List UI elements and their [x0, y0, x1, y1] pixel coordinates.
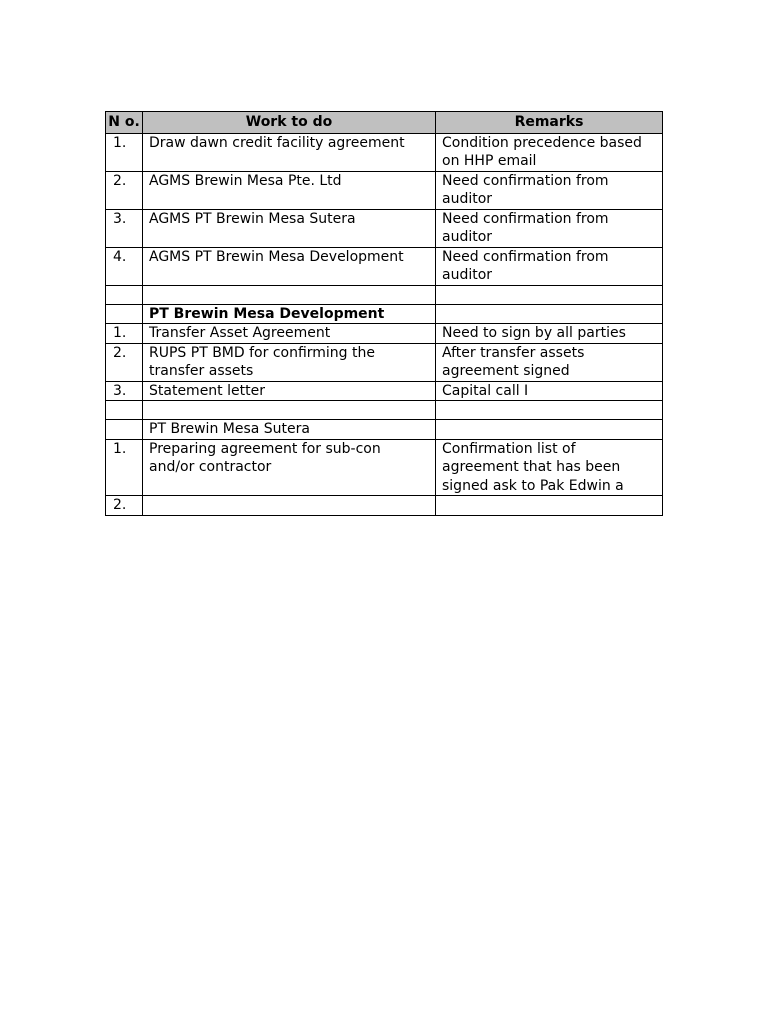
row-work: AGMS Brewin Mesa Pte. Ltd [143, 171, 436, 209]
row-work: AGMS PT Brewin Mesa Sutera [143, 209, 436, 247]
table-row [106, 171, 663, 209]
section-heading-row [106, 420, 663, 440]
row-work [143, 496, 436, 516]
header-no: N o. [106, 112, 143, 134]
row-work: AGMS PT Brewin Mesa Development [143, 247, 436, 285]
row-number [106, 420, 143, 440]
row-work: Statement letter [143, 381, 436, 401]
table-row-empty [106, 285, 663, 304]
header-remarks: Remarks [436, 112, 663, 134]
row-remarks [436, 285, 663, 304]
table-row [106, 324, 663, 344]
table-row [106, 381, 663, 401]
row-remarks: Capital call I [436, 381, 663, 401]
section-heading-row [106, 304, 663, 324]
section-heading: PT Brewin Mesa Development [143, 304, 436, 324]
row-number: 1. [106, 133, 143, 171]
work-table [105, 111, 663, 516]
table-row [106, 247, 663, 285]
row-number: 2. [106, 343, 143, 381]
row-number: 2. [106, 496, 143, 516]
row-number: 1. [106, 439, 143, 496]
row-remarks [436, 496, 663, 516]
row-remarks [436, 401, 663, 420]
row-work [143, 285, 436, 304]
row-remarks: Need confirmation from auditor [436, 209, 663, 247]
row-work: Draw dawn credit facility agreement [143, 133, 436, 171]
row-number: 3. [106, 381, 143, 401]
row-remarks: Need confirmation from auditor [436, 171, 663, 209]
table-row [106, 343, 663, 381]
row-number: 3. [106, 209, 143, 247]
header-work: Work to do [143, 112, 436, 134]
section-heading: PT Brewin Mesa Sutera [143, 420, 436, 440]
table-header-row [106, 112, 663, 134]
row-work: Preparing agreement for sub-con and/or contractor [143, 439, 436, 496]
row-number: 4. [106, 247, 143, 285]
row-remarks: Need to sign by all parties [436, 324, 663, 344]
table-row [106, 209, 663, 247]
row-remarks: Need confirmation from auditor [436, 247, 663, 285]
table-row [106, 496, 663, 516]
row-work [143, 401, 436, 420]
table-row-empty [106, 401, 663, 420]
row-number: 2. [106, 171, 143, 209]
row-number [106, 401, 143, 420]
row-number [106, 304, 143, 324]
row-remarks [436, 304, 663, 324]
row-remarks: After transfer assets agreement signed [436, 343, 663, 381]
row-remarks [436, 420, 663, 440]
row-remarks: Condition precedence based on HHP email [436, 133, 663, 171]
row-number [106, 285, 143, 304]
row-remarks: Confirmation list of agreement that has been signed ask to Pak Edwin a [436, 439, 663, 496]
row-number: 1. [106, 324, 143, 344]
table-row [106, 133, 663, 171]
row-work: Transfer Asset Agreement [143, 324, 436, 344]
row-work: RUPS PT BMD for confirming the transfer assets [143, 343, 436, 381]
table-row [106, 439, 663, 496]
